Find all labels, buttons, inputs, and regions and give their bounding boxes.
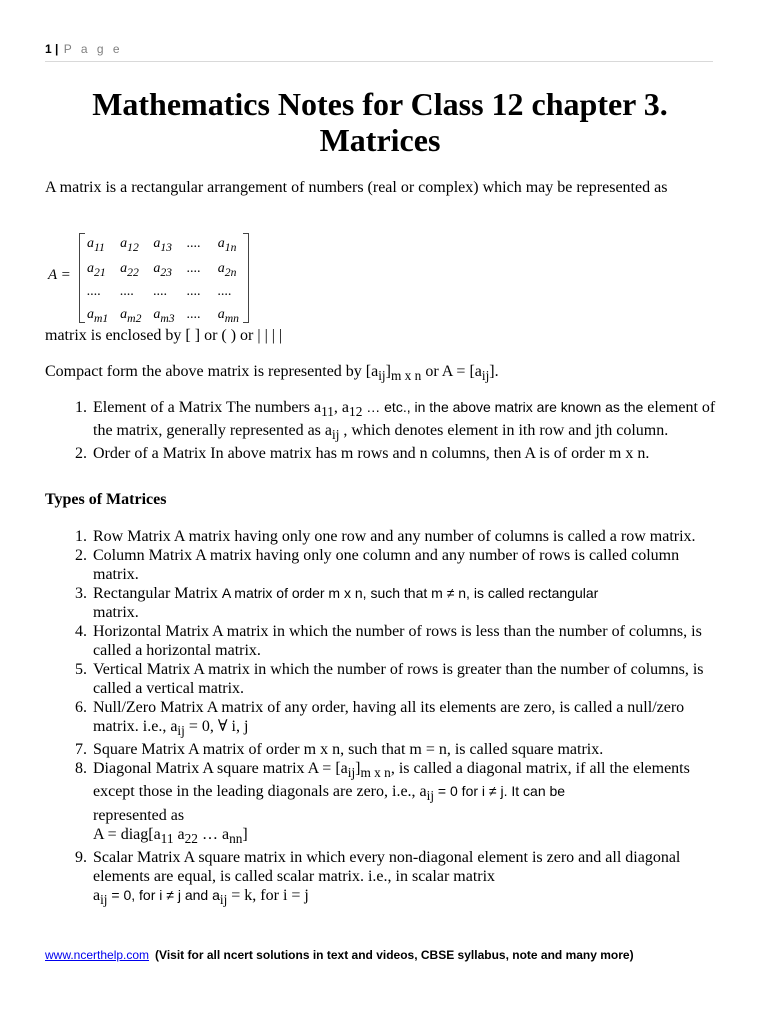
- matrix-cell: ....: [186, 307, 201, 322]
- footer-note: (Visit for all ncert solutions in text and videos, CBSE syllabus, note and many more): [155, 948, 634, 962]
- matrix-index: 1n: [224, 240, 237, 254]
- matrix-cell: $a_{12}$: [120, 236, 139, 254]
- matrix-cell: $a_{m3}$: [153, 307, 175, 325]
- matrix-cell: $a_{13}$: [153, 236, 172, 254]
- text: Element of a Matrix The numbers a: [93, 399, 322, 416]
- title-line-2: Matrices: [319, 122, 441, 158]
- text: ]: [242, 825, 248, 843]
- list-item: [91, 848, 717, 909]
- general-matrix: [45, 228, 260, 326]
- page-separator: |: [55, 42, 59, 56]
- matrix-cell: $a_{2n}$: [217, 261, 237, 279]
- header-rule: [45, 61, 713, 62]
- matrix-index: m3: [160, 311, 175, 325]
- text: , is called a diagonal matrix, if all the elements except those in the leading diagonals are zero, i.e., a: [93, 760, 690, 801]
- sub: 11: [321, 404, 334, 420]
- compact-form: [45, 362, 717, 385]
- list-item: [91, 759, 717, 848]
- title-line-1: Mathematics Notes for Class 12 chapter 3.: [92, 86, 668, 122]
- matrix-index: m2: [127, 311, 142, 325]
- matrix-row-1: [87, 236, 247, 254]
- website-link[interactable]: www.ncerthelp.com: [45, 948, 150, 962]
- text: element of the matrix, generally represented as a: [93, 399, 716, 440]
- matrix-row-4: [87, 307, 247, 325]
- sub: ij: [219, 891, 228, 907]
- sub: 12: [349, 404, 363, 420]
- page-header: [45, 42, 123, 56]
- list-item: [91, 398, 717, 444]
- list-item: 7. Square Matrix A matrix of order m x n, such that m = n, is called square matrix.: [91, 740, 717, 759]
- compact-part: ].: [489, 363, 499, 380]
- list-item: 1. Row Matrix A matrix having only one row and any number of columns is called a row matrix.: [91, 527, 717, 546]
- matrix-cell: ....: [153, 284, 168, 299]
- matrix-index: m1: [94, 311, 109, 325]
- matrix-cell: $a_{21}$: [87, 261, 106, 279]
- compact-sub: ij: [378, 368, 386, 384]
- list-item: 4. Horizontal Matrix A matrix in which the number of rows is less than the number of columns, is called a horizontal matrix.: [91, 622, 717, 660]
- intro-paragraph: A matrix is a rectangular arrangement of numbers (real or complex) which may be represented as: [45, 179, 668, 196]
- page-label: P a g e: [63, 42, 123, 56]
- matrix-cell: $a_{m2}$: [120, 307, 142, 325]
- matrix-cell: ....: [217, 284, 232, 299]
- matrix-cell: ....: [186, 284, 201, 299]
- page-footer: [45, 948, 634, 962]
- matrix-left-bracket: [79, 233, 85, 323]
- matrix-index: 12: [127, 240, 139, 254]
- sub: ij: [426, 788, 435, 804]
- text: Diagonal Matrix A square matrix A = [a: [93, 760, 348, 778]
- sub: ij: [100, 891, 108, 907]
- compact-part: Compact form the above matrix is represented by [a: [45, 363, 379, 380]
- sub: ij: [177, 723, 185, 739]
- matrix-cell: $a_{11}$: [87, 236, 105, 254]
- matrix-index: 11: [94, 240, 105, 254]
- list-item: [91, 698, 717, 740]
- matrix-index: 2n: [224, 265, 237, 279]
- matrix-cell: $a_{m1}$: [87, 307, 109, 325]
- compact-sub: ij: [481, 368, 490, 384]
- matrix-cell: ....: [120, 284, 135, 299]
- sub: nn: [229, 830, 243, 846]
- text: = k, for i = j: [227, 886, 309, 904]
- matrix-index: 21: [94, 265, 106, 279]
- text: matrix.: [93, 604, 139, 621]
- matrix-cell: ....: [186, 236, 201, 251]
- text: represented as: [93, 806, 185, 824]
- text: = 0, ∀ i, j: [184, 718, 249, 735]
- list-item: 2. Column Matrix A matrix having only one column and any number of rows is called column matrix.: [91, 546, 717, 584]
- types-list: [45, 527, 717, 909]
- text: A = diag[a: [93, 825, 161, 843]
- sub: m x n: [360, 765, 391, 781]
- text: ]: [355, 760, 361, 778]
- sub: ij: [347, 765, 356, 781]
- matrix-cell: $a_{23}$: [153, 261, 172, 279]
- matrix-cell: ....: [87, 284, 101, 299]
- matrix-row-2: [87, 261, 247, 279]
- matrix-cell: ....: [186, 261, 201, 276]
- matrix-lhs: A =: [48, 267, 71, 283]
- text: … a: [197, 825, 230, 843]
- types-heading: Types of Matrices: [45, 491, 167, 508]
- compact-sub: m x n: [390, 368, 422, 384]
- matrix-index: 13: [160, 240, 172, 254]
- text: , a: [333, 399, 350, 416]
- page-number: 1: [45, 42, 52, 56]
- matrix-row-3: [87, 284, 247, 300]
- list-item: 5. Vertical Matrix A matrix in which the number of rows is greater than the number of columns, is called a vertical matrix.: [91, 660, 717, 698]
- sub: ij: [332, 427, 340, 443]
- matrix-index: 22: [127, 265, 139, 279]
- text: a: [93, 886, 101, 904]
- document-title: [40, 86, 720, 158]
- basics-list: [45, 398, 717, 463]
- sub: 11: [160, 830, 174, 846]
- text: Rectangular Matrix: [93, 585, 222, 602]
- text: … etc., in the above matrix are known as the: [362, 399, 644, 415]
- text: = 0, for i ≠ j and a: [107, 886, 220, 903]
- text: A matrix of order m x n, such that m ≠ n, is called rectangular: [221, 585, 599, 601]
- text: Scalar Matrix A square matrix in which every non-diagonal element is zero and all diagonal elements are equal, is called scalar matrix. i.e., in scalar matrix: [93, 848, 681, 885]
- text: = 0 for i ≠ j. It can be: [434, 783, 566, 800]
- matrix-index: 23: [160, 265, 172, 279]
- enclosed-text: matrix is enclosed by [ ] or ( ) or | | | |: [45, 327, 283, 344]
- matrix-index: mn: [224, 311, 239, 325]
- list-item: [91, 584, 717, 622]
- list-item: 2. Order of a Matrix In above matrix has m rows and n columns, then A is of order m x n.: [91, 444, 717, 463]
- sub: 22: [184, 830, 198, 846]
- compact-part: ]: [385, 363, 391, 380]
- text: Null/Zero Matrix A matrix of any order, having all its elements are zero, is called a null/zero matrix. i.e., a: [93, 699, 685, 735]
- compact-part: or A = [a: [421, 363, 482, 380]
- text: , which denotes element in ith row and jth column.: [339, 422, 669, 440]
- text: a: [173, 825, 185, 843]
- matrix-cell: $a_{22}$: [120, 261, 139, 279]
- matrix-cell: $a_{mn}$: [217, 307, 239, 325]
- matrix-cell: $a_{1n}$: [217, 236, 237, 254]
